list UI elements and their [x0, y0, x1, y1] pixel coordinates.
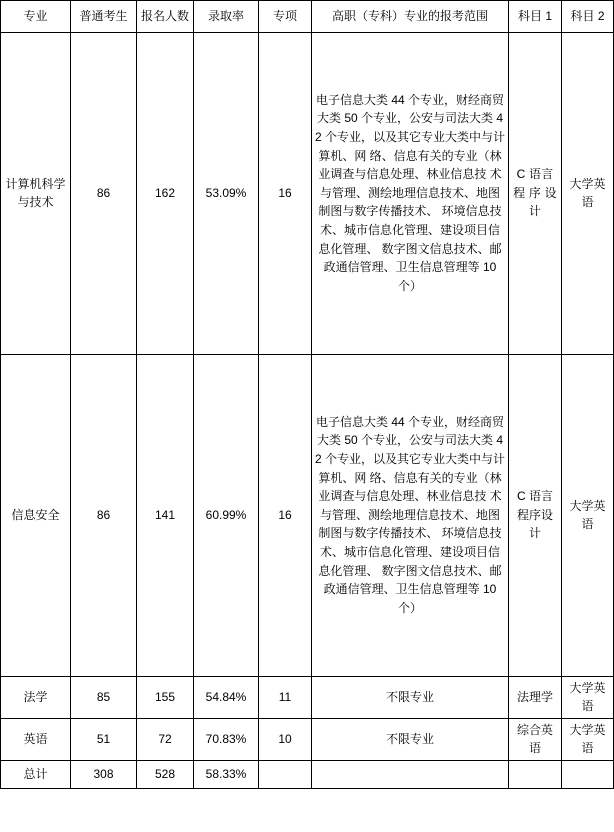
table-row: [1, 676, 614, 718]
cell-applied: 141: [137, 354, 194, 676]
cell-rate: 54.84%: [194, 676, 259, 718]
cell-subject1: 综合英语: [509, 718, 562, 760]
cell-normal: 86: [71, 354, 137, 676]
cell-applied: 155: [137, 676, 194, 718]
cell-subject2: 大学英语: [562, 32, 614, 354]
cell-total-applied: 528: [137, 760, 194, 788]
header-cell-scope: 高职（专科）专业的报考范围: [312, 1, 509, 33]
table-row: [1, 354, 614, 676]
header-cell-rate: 录取率: [194, 1, 259, 33]
header-cell-applied: 报名人数: [137, 1, 194, 33]
cell-applied: 162: [137, 32, 194, 354]
table-row: [1, 32, 614, 354]
cell-total-rate: 58.33%: [194, 760, 259, 788]
cell-major: 计算机科学与技术: [1, 32, 71, 354]
cell-rate: 53.09%: [194, 32, 259, 354]
cell-applied: 72: [137, 718, 194, 760]
cell-scope: 电子信息大类 44 个专业，财经商贸大类 50 个专业，公安与司法大类 42 个专业，以及其它专业大类中与计算机、网 络、信息有关的专业（林业调查与信息处理、林业信息技 术与管理、测绘地理信息技术、地图制图与数字传播技术、 环境信息技术、城市信息化管理、建设项目信息化管理、 数字图文信息技术、邮政通信管理、卫生信息管理等 10 个）: [312, 354, 509, 676]
cell-special: 10: [259, 718, 312, 760]
cell-subject2: 大学英语: [562, 718, 614, 760]
cell-total-label: 总计: [1, 760, 71, 788]
cell-major: 信息安全: [1, 354, 71, 676]
cell-total-special: [259, 760, 312, 788]
cell-subject1: C 语言程序设计: [509, 354, 562, 676]
header-row: [1, 1, 614, 33]
cell-total-scope: [312, 760, 509, 788]
cell-normal: 51: [71, 718, 137, 760]
header-cell-subject2: 科目 2: [562, 1, 614, 33]
cell-special: 11: [259, 676, 312, 718]
header-cell-major: 专业: [1, 1, 71, 33]
header-cell-special: 专项: [259, 1, 312, 33]
cell-subject2: 大学英语: [562, 676, 614, 718]
table-row: [1, 718, 614, 760]
cell-scope: 不限专业: [312, 718, 509, 760]
cell-major: 法学: [1, 676, 71, 718]
cell-rate: 70.83%: [194, 718, 259, 760]
cell-special: 16: [259, 32, 312, 354]
cell-normal: 85: [71, 676, 137, 718]
cell-normal: 86: [71, 32, 137, 354]
cell-special: 16: [259, 354, 312, 676]
cell-total-normal: 308: [71, 760, 137, 788]
table-header: [1, 1, 614, 33]
cell-scope: 电子信息大类 44 个专业，财经商贸大类 50 个专业，公安与司法大类 42 个专业，以及其它专业大类中与计算机、网 络、信息有关的专业（林业调查与信息处理、林业信息技 术与管理、测绘地理信息技术、地图制图与数字传播技术、 环境信息技术、城市信息化管理、建设项目信息化管理、 数字图文信息技术、邮政通信管理、卫生信息管理等 10 个）: [312, 32, 509, 354]
table-body: [1, 32, 614, 788]
cell-subject1: C 语言程 序 设计: [509, 32, 562, 354]
table-total-row: [1, 760, 614, 788]
cell-subject2: 大学英语: [562, 354, 614, 676]
header-cell-subject1: 科目 1: [509, 1, 562, 33]
header-cell-normal: 普通考生: [71, 1, 137, 33]
cell-rate: 60.99%: [194, 354, 259, 676]
cell-subject1: 法理学: [509, 676, 562, 718]
cell-total-subject1: [509, 760, 562, 788]
cell-scope: 不限专业: [312, 676, 509, 718]
cell-major: 英语: [1, 718, 71, 760]
cell-total-subject2: [562, 760, 614, 788]
